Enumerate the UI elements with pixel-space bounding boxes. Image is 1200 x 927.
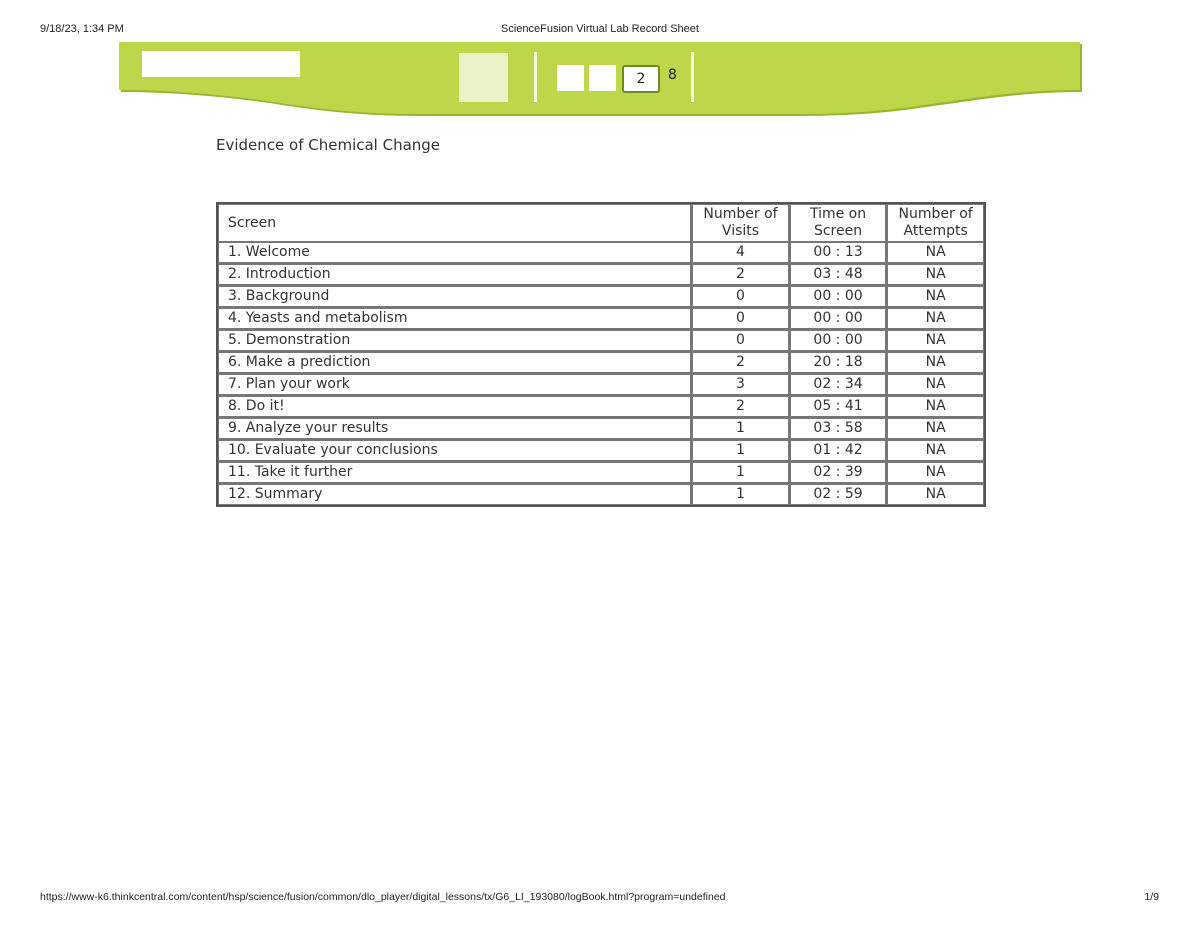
cell-attempts: NA bbox=[887, 308, 984, 330]
cell-attempts: NA bbox=[887, 374, 984, 396]
cell-time: 02 : 39 bbox=[790, 462, 888, 484]
lab-title: Evidence of Chemical Change bbox=[216, 136, 441, 154]
cell-attempts: NA bbox=[887, 330, 984, 352]
cell-screen: 1. Welcome bbox=[218, 242, 692, 264]
table-row bbox=[218, 330, 984, 352]
table-header-row bbox=[218, 204, 984, 242]
cell-screen: 12. Summary bbox=[218, 484, 692, 505]
cell-time: 05 : 41 bbox=[790, 396, 888, 418]
cell-attempts: NA bbox=[887, 264, 984, 286]
cell-attempts: NA bbox=[887, 286, 984, 308]
table-row bbox=[218, 396, 984, 418]
cell-attempts: NA bbox=[887, 396, 984, 418]
cell-visits: 2 bbox=[692, 264, 790, 286]
cell-visits: 4 bbox=[692, 242, 790, 264]
print-page-number: 1/9 bbox=[1144, 891, 1159, 903]
cell-attempts: NA bbox=[887, 242, 984, 264]
table-row bbox=[218, 440, 984, 462]
nav-home-button[interactable] bbox=[459, 53, 508, 102]
nav-divider bbox=[691, 52, 694, 102]
table-row bbox=[218, 462, 984, 484]
cell-attempts: NA bbox=[887, 462, 984, 484]
cell-attempts: NA bbox=[887, 484, 984, 505]
cell-visits: 1 bbox=[692, 484, 790, 505]
cell-screen: 8. Do it! bbox=[218, 396, 692, 418]
cell-screen: 4. Yeasts and metabolism bbox=[218, 308, 692, 330]
cell-visits: 1 bbox=[692, 440, 790, 462]
print-url: https://www-k6.thinkcentral.com/content/hsp/science/fusion/common/dlo_player/digital_lessons/tx/G6_LI_193080/logBook.html?program=undefined bbox=[40, 891, 726, 903]
cell-visits: 0 bbox=[692, 308, 790, 330]
cell-time: 01 : 42 bbox=[790, 440, 888, 462]
table-row bbox=[218, 374, 984, 396]
table-row bbox=[218, 484, 984, 505]
record-table bbox=[216, 202, 986, 507]
header-time: Time on Screen bbox=[790, 204, 888, 242]
cell-screen: 10. Evaluate your conclusions bbox=[218, 440, 692, 462]
print-page-title: ScienceFusion Virtual Lab Record Sheet bbox=[501, 23, 699, 35]
cell-attempts: NA bbox=[887, 440, 984, 462]
nav-divider bbox=[534, 52, 537, 102]
table-row bbox=[218, 264, 984, 286]
header-attempts: Number of Attempts bbox=[887, 204, 984, 242]
table-row bbox=[218, 308, 984, 330]
cell-time: 03 : 58 bbox=[790, 418, 888, 440]
cell-time: 00 : 00 bbox=[790, 308, 888, 330]
cell-screen: 2. Introduction bbox=[218, 264, 692, 286]
total-pages: 8 bbox=[668, 67, 677, 83]
current-page-input[interactable]: 2 bbox=[622, 65, 660, 93]
table-row bbox=[218, 418, 984, 440]
cell-screen: 5. Demonstration bbox=[218, 330, 692, 352]
table-row bbox=[218, 286, 984, 308]
header-screen: Screen bbox=[218, 204, 692, 242]
cell-visits: 2 bbox=[692, 352, 790, 374]
cell-attempts: NA bbox=[887, 352, 984, 374]
cell-visits: 2 bbox=[692, 396, 790, 418]
cell-visits: 1 bbox=[692, 462, 790, 484]
cell-screen: 11. Take it further bbox=[218, 462, 692, 484]
header-visits: Number of Visits bbox=[692, 204, 790, 242]
cell-time: 00 : 13 bbox=[790, 242, 888, 264]
cell-visits: 3 bbox=[692, 374, 790, 396]
print-datetime: 9/18/23, 1:34 PM bbox=[40, 23, 124, 35]
cell-time: 20 : 18 bbox=[790, 352, 888, 374]
cell-time: 00 : 00 bbox=[790, 330, 888, 352]
cell-screen: 9. Analyze your results bbox=[218, 418, 692, 440]
cell-screen: 7. Plan your work bbox=[218, 374, 692, 396]
cell-screen: 3. Background bbox=[218, 286, 692, 308]
nav-first-button[interactable] bbox=[557, 65, 584, 91]
cell-time: 02 : 59 bbox=[790, 484, 888, 505]
student-name-field[interactable] bbox=[142, 51, 300, 77]
cell-screen: 6. Make a prediction bbox=[218, 352, 692, 374]
cell-time: 02 : 34 bbox=[790, 374, 888, 396]
cell-time: 00 : 00 bbox=[790, 286, 888, 308]
cell-attempts: NA bbox=[887, 418, 984, 440]
cell-visits: 0 bbox=[692, 286, 790, 308]
table-row bbox=[218, 352, 984, 374]
table-row bbox=[218, 242, 984, 264]
cell-visits: 1 bbox=[692, 418, 790, 440]
cell-time: 03 : 48 bbox=[790, 264, 888, 286]
cell-visits: 0 bbox=[692, 330, 790, 352]
nav-previous-button[interactable] bbox=[589, 65, 616, 91]
